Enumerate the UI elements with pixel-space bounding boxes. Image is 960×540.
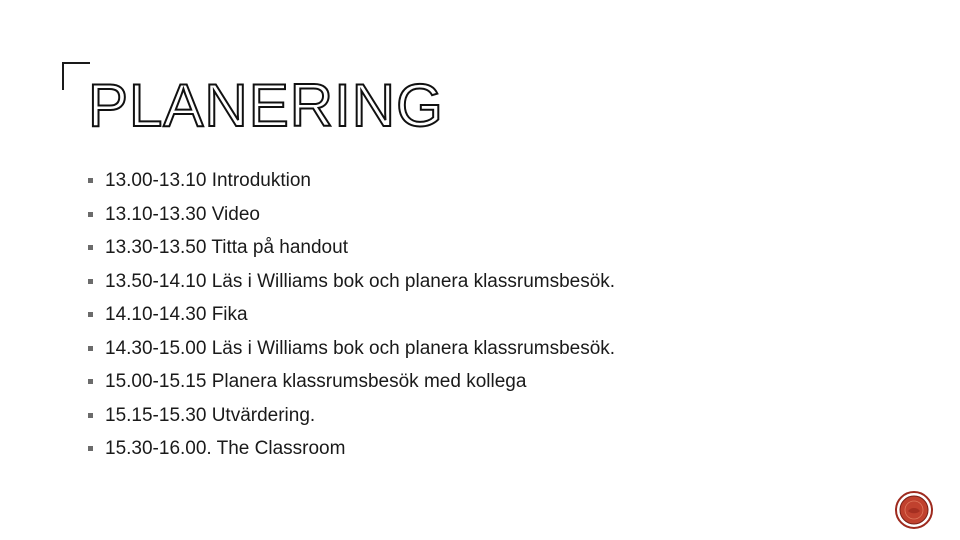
list-item-text: 14.30-15.00 Läs i Williams bok och planera klassrumsbesök.	[105, 337, 616, 359]
list-item	[88, 338, 615, 372]
list-item	[88, 304, 615, 338]
list-item	[88, 170, 615, 204]
list-item-text: 15.30-16.00. The Classroom	[105, 438, 346, 459]
list-item-text: 13.00-13.10 Introduktion	[105, 170, 311, 191]
square-bullet-icon	[88, 212, 93, 217]
list-item	[88, 438, 615, 472]
seal-badge-icon	[894, 490, 934, 530]
list-item	[88, 237, 615, 271]
list-item	[88, 405, 615, 439]
square-bullet-icon	[88, 245, 93, 250]
square-bullet-icon	[88, 346, 93, 351]
agenda-list	[88, 170, 615, 472]
square-bullet-icon	[88, 446, 93, 451]
list-item	[88, 271, 615, 305]
square-bullet-icon	[88, 279, 93, 284]
list-item-text: 15.15-15.30 Utvärdering.	[105, 404, 316, 426]
list-item-text: 13.30-13.50 Titta på handout	[105, 237, 348, 258]
square-bullet-icon	[88, 312, 93, 317]
square-bullet-icon	[88, 413, 93, 418]
corner-bracket-icon	[62, 62, 90, 90]
list-item-text: 13.10-13.30 Video	[105, 203, 260, 225]
square-bullet-icon	[88, 178, 93, 183]
list-item-text: 14.10-14.30 Fika	[105, 304, 248, 325]
square-bullet-icon	[88, 379, 93, 384]
list-item	[88, 204, 615, 238]
list-item	[88, 371, 615, 405]
page-title: PLANERING	[88, 72, 444, 139]
list-item-text: 13.50-14.10 Läs i Williams bok och planera klassrumsbesök.	[105, 270, 616, 292]
list-item-text: 15.00-15.15 Planera klassrumsbesök med kollega	[105, 371, 527, 392]
